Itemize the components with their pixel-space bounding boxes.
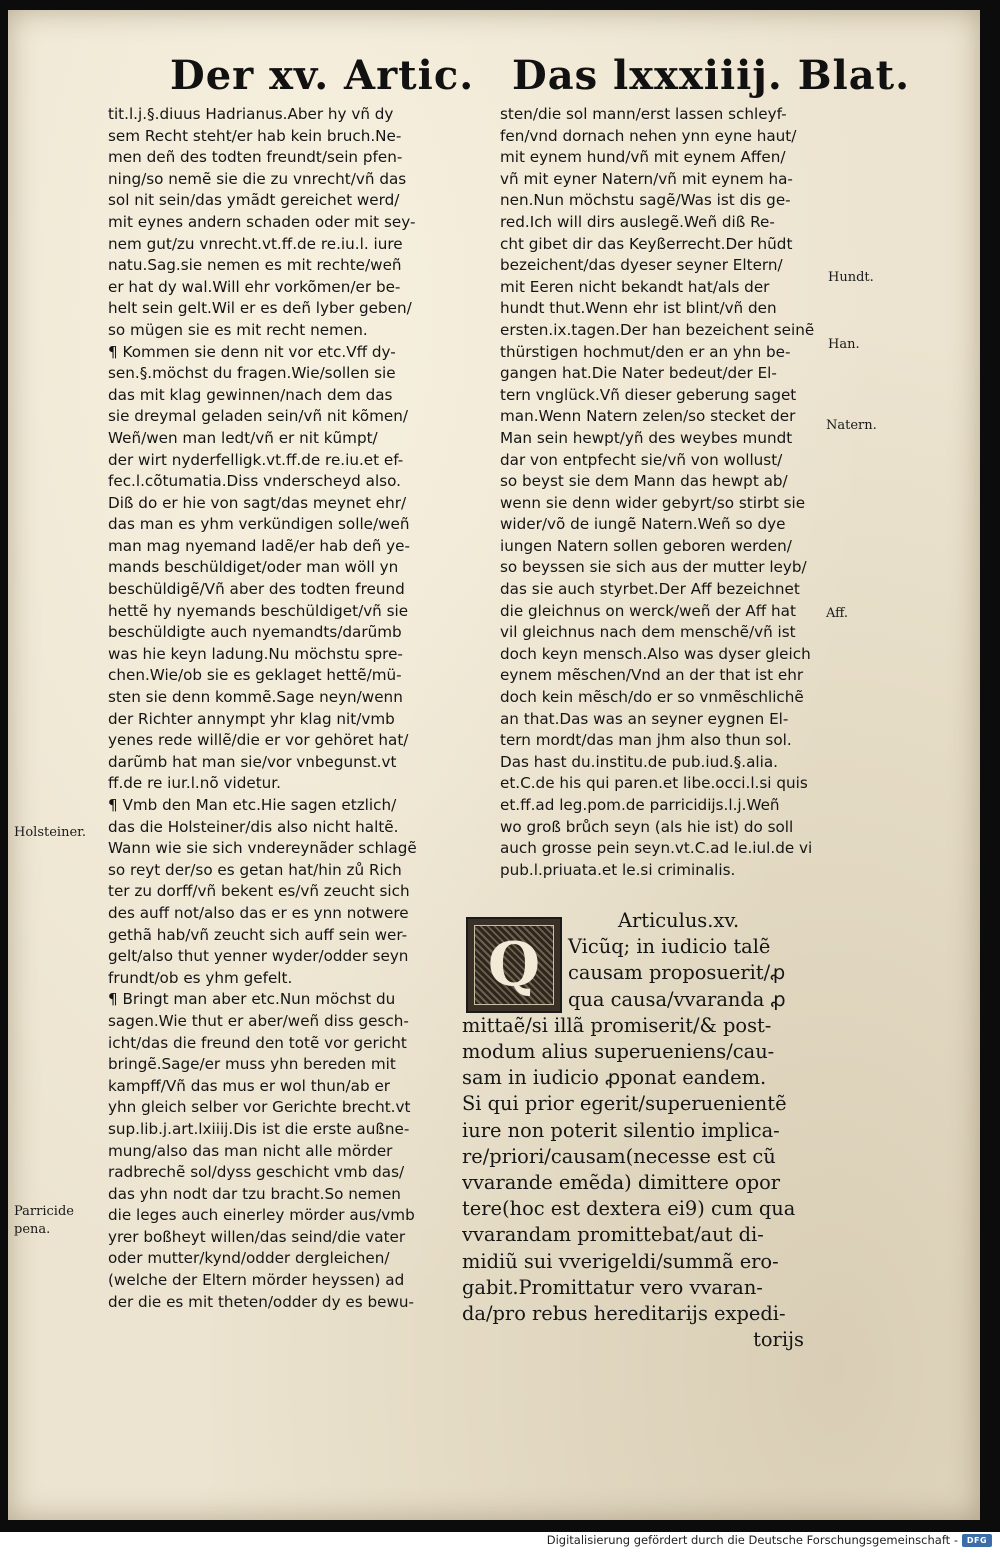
latin-line: da/pro rebus hereditarijs expedi- — [462, 1302, 786, 1326]
text-line: der die es mit theten/odder dy es bewu- — [108, 1292, 414, 1311]
text-line: gethã hab/vñ zeucht sich auff sein wer- — [108, 925, 408, 944]
text-line: ning/so nemẽ sie die zu vnrecht/vñ das — [108, 169, 407, 188]
text-line: chen.Wie/ob sie es geklaget hettẽ/mü- — [108, 666, 402, 685]
text-line: fec.l.cõtumatia.Diss vnderscheyd also. — [108, 472, 401, 491]
text-line: pub.l.priuata.et le.si criminalis. — [500, 860, 736, 879]
text-line: mit Eeren nicht bekandt hat/als der — [500, 277, 770, 296]
text-line: beschüldigte auch nyemandts/darũmb — [108, 623, 402, 642]
dfg-logo — [962, 1534, 992, 1547]
text-line: radbrechẽ sol/dyss geschicht vmb das/ — [108, 1163, 405, 1182]
text-line: dar von entpfecht sie/vñ von wollust/ — [500, 450, 783, 469]
latin-line: vvarandam promittebat/aut di- — [462, 1223, 764, 1247]
text-line: iungen Natern sollen geboren werden/ — [500, 536, 792, 555]
text-line: so reyt der/so es getan hat/hin zů Rich — [108, 860, 402, 879]
dfg-logo-text: DFG — [966, 1536, 988, 1545]
text-line: darũmb hat man sie/vor vnbegunst.vt — [108, 752, 397, 771]
text-line: was hie keyn ladung.Nu möchstu spre- — [108, 644, 403, 663]
text-line: red.Ich will dirs auslegẽ.Weñ diß Re- — [500, 212, 775, 231]
latin-line: gabit.Promittatur vero vvaran- — [462, 1275, 763, 1299]
text-line: man mag nyemand ladẽ/er hab deñ ye- — [108, 536, 410, 555]
margin-note-han: Han. — [828, 337, 860, 352]
text-line: natu.Sag.sie nemen es mit rechte/weñ — [108, 256, 402, 275]
text-line: oder mutter/kynd/odder dergleichen/ — [108, 1249, 390, 1268]
latin-article-text — [462, 908, 824, 1353]
text-line: des auff not/also das er es ynn notwere — [108, 903, 409, 922]
latin-line: mittaẽ/si illã promiserit/& post- — [462, 1013, 772, 1037]
text-line: (welche der Eltern mörder heyssen) ad — [108, 1271, 405, 1290]
text-line: yenes rede willẽ/die er vor gehöret hat/ — [108, 731, 409, 750]
running-header-right: Das lxxxiiij. Blat. — [512, 52, 911, 99]
text-line: wider/võ de iungẽ Natern.Weñ so dye — [500, 515, 786, 534]
text-line: beschüldigẽ/Vñ aber des todten freund — [108, 580, 405, 599]
text-line: mit eynem hund/vñ mit eynem Affen/ — [500, 148, 786, 167]
text-line: sten sie denn kommẽ.Sage neyn/wenn — [108, 688, 403, 707]
latin-line: Si qui prior egerit/superuenientẽ — [462, 1092, 787, 1116]
funding-notice: Digitalisierung gefördert durch die Deutsche Forschungsgemeinschaft - — [546, 1533, 958, 1547]
text-line: mung/also das man nicht alle mörder — [108, 1141, 393, 1160]
text-line: tern vnglück.Vñ dieser geberung saget — [500, 385, 797, 404]
text-line: an that.Das was an seyner eygnen El- — [500, 709, 789, 728]
text-line: ter zu dorff/vñ bekent es/vñ zeucht sich — [108, 882, 410, 901]
text-line: fen/vnd dornach nehen ynn eyne haut/ — [500, 126, 797, 145]
text-line: doch kein mẽsch/do er so vnmẽschlichẽ — [500, 688, 804, 707]
margin-note-hundt: Hundt. — [828, 270, 874, 285]
text-line: das mit klag gewinnen/nach dem das — [108, 385, 393, 404]
text-line: wenn sie denn wider gebyrt/so stirbt sie — [500, 493, 806, 512]
text-line: auch grosse pein seyn.vt.C.ad le.iul.de vi — [500, 839, 813, 858]
text-line: icht/das die freund den totẽ vor gericht — [108, 1033, 407, 1052]
text-line: vñ mit eyner Natern/vñ mit eynem ha- — [500, 169, 793, 188]
text-line: mit eynes andern schaden oder mit sey- — [108, 212, 416, 231]
text-line: Weñ/wen man ledt/vñ er nit kũmpt/ — [108, 428, 378, 447]
latin-line: modum alius superueniens/cau- — [462, 1040, 775, 1064]
text-line: das yhn nodt dar tzu bracht.So nemen — [108, 1184, 401, 1203]
text-line: das die Holsteiner/dis also nicht haltẽ. — [108, 817, 399, 836]
text-line: ¶ Vmb den Man etc.Hie sagen etzlich/ — [108, 796, 397, 814]
text-line: sagen.Wie thut er aber/weñ diss gesch- — [108, 1011, 409, 1030]
text-line: eynem mẽschen/Vnd an der that ist ehr — [500, 666, 804, 685]
text-line: hettẽ hy nyemands beschüldiget/vñ sie — [108, 601, 409, 620]
latin-line: qua causa/vvaranda ꝓ — [568, 987, 786, 1011]
latin-full-lines — [462, 1013, 824, 1327]
text-line: sen.§.möchst du fragen.Wie/sollen sie — [108, 364, 396, 383]
text-line: gelt/also thut yenner wyder/odder seyn — [108, 947, 409, 966]
text-line: so mügen sie es mit recht nemen. — [108, 320, 368, 339]
text-line: der wirt nyderfelligk.vt.ff.de re.iu.et ef- — [108, 450, 404, 469]
latin-line: causam proposuerit/ꝓ — [568, 961, 786, 985]
margin-note-aff: Aff. — [826, 606, 849, 621]
text-line: doch keyn mensch.Also was dyser gleich — [500, 644, 811, 663]
text-line: sup.lib.j.art.lxiiij.Dis ist die erste außne- — [108, 1119, 410, 1138]
left-text-column — [108, 104, 466, 1313]
text-line: das man es yhm verkündigen solle/weñ — [108, 515, 410, 534]
article-title: Articulus.xv. — [618, 909, 740, 932]
latin-line: vvarande emẽda) dimittere opor — [462, 1171, 781, 1195]
text-line: so beyst sie dem Mann das hewpt ab/ — [500, 472, 788, 491]
text-line: Man sein hewpt/yñ des weybes mundt — [500, 428, 793, 447]
text-line: die gleichnus on werck/weñ der Aff hat — [500, 601, 796, 620]
text-line: Wann wie sie sich vndereynãder schlagẽ — [108, 839, 417, 858]
latin-line: re/priori/causam(necesse est cũ — [462, 1144, 776, 1168]
text-line: tit.l.j.§.diuus Hadrianus.Aber hy vñ dy — [108, 105, 394, 123]
text-line: Diß do er hie von sagt/das meynet ehr/ — [108, 493, 407, 512]
text-line: hundt thut.Wenn ehr ist blint/vñ den — [500, 299, 777, 318]
margin-note-holsteiner: Holsteiner. — [14, 825, 87, 840]
text-line: ersten.ix.tagen.Der han bezeichent seinẽ — [500, 320, 815, 339]
latin-line: Vicũq; in iudicio talẽ — [568, 935, 771, 959]
catchword: torijs — [753, 1328, 804, 1352]
text-line: helt sein gelt.Wil er es deñ lyber geben/ — [108, 299, 412, 318]
latin-line: sam in iudicio ꝓponat eandem. — [462, 1066, 767, 1090]
running-header-left: Der xv. Artic. — [170, 52, 475, 99]
text-line: yhn gleich selber vor Gerichte brecht.vt — [108, 1098, 411, 1117]
text-line: ¶ Bringt man aber etc.Nun möchst du — [108, 990, 396, 1009]
text-line: bringẽ.Sage/er muss yhn bereden mit — [108, 1055, 396, 1074]
text-line: frundt/ob es yhm gefelt. — [108, 968, 293, 987]
initial-letter: Q — [487, 930, 541, 1000]
text-line: thürstigen hochmut/den er an yhn be- — [500, 342, 791, 361]
text-line: tern mordt/das man jhm also thun sol. — [500, 731, 792, 750]
margin-note-pena: pena. — [14, 1222, 51, 1237]
text-line: ff.de re iur.l.nõ videtur. — [108, 774, 281, 793]
latin-line: iure non poterit silentio implica- — [462, 1118, 780, 1142]
text-line: nen.Nun möchstu sagẽ/Was ist dis ge- — [500, 191, 791, 210]
text-line: er hat dy wal.Will ehr vorkõmen/er be- — [108, 277, 401, 296]
text-line: gangen hat.Die Nater bedeut/der El- — [500, 364, 777, 383]
latin-line: midiũ sui vverigeldi/summã ero- — [462, 1249, 779, 1273]
text-line: men deñ des todten freundt/sein pfen- — [108, 148, 403, 167]
text-line: nem gut/zu vnrecht.vt.ff.de re.iu.l. iure — [108, 234, 403, 253]
text-line: yrer boßheyt willen/das seind/die vater — [108, 1227, 406, 1246]
text-line: Das hast du.institu.de pub.iud.§.alia. — [500, 752, 778, 771]
text-line: et.ff.ad leg.pom.de parricidijs.l.j.Weñ — [500, 796, 780, 814]
text-line: wo groß brůch seyn (als hie ist) do soll — [500, 817, 794, 836]
text-line: et.C.de his qui paren.et libe.occi.l.si quis — [500, 774, 808, 793]
text-line: sem Recht steht/er hab kein bruch.Ne- — [108, 126, 402, 145]
text-line: vil gleichnus nach dem menschẽ/vñ ist — [500, 623, 796, 642]
latin-indented-lines — [462, 934, 824, 1013]
right-text-column — [500, 104, 824, 881]
margin-note-parricide: Parricide — [14, 1204, 74, 1219]
text-line: bezeichent/das dyeser seyner Eltern/ — [500, 256, 783, 275]
text-line: mands beschüldiget/oder man wöll yn — [108, 558, 399, 577]
text-line: cht gibet dir das Keyßerrecht.Der hũdt — [500, 234, 793, 253]
margin-note-natern: Natern. — [826, 418, 877, 433]
text-line: so beyssen sie sich aus der mutter leyb/ — [500, 558, 807, 577]
text-line: die leges auch einerley mörder aus/vmb — [108, 1206, 415, 1225]
text-line: sol nit sein/das ymãdt gereichet werd/ — [108, 191, 400, 210]
text-line: sie dreymal geladen sein/vñ nit kõmen/ — [108, 407, 408, 426]
latin-line: tere(hoc est dextera ei9) cum qua — [462, 1197, 796, 1221]
text-line: sten/die sol mann/erst lassen schleyf- — [500, 105, 787, 123]
text-line: ¶ Kommen sie denn nit vor etc.Vff dy- — [108, 342, 396, 361]
text-line: der Richter annympt yhr klag nit/vmb — [108, 709, 395, 728]
text-line: man.Wenn Natern zelen/so stecket der — [500, 407, 796, 426]
text-line: das sie auch styrbet.Der Aff bezeichnet — [500, 580, 800, 599]
text-line: kampff/Vñ das mus er wol thun/ab er — [108, 1076, 391, 1095]
